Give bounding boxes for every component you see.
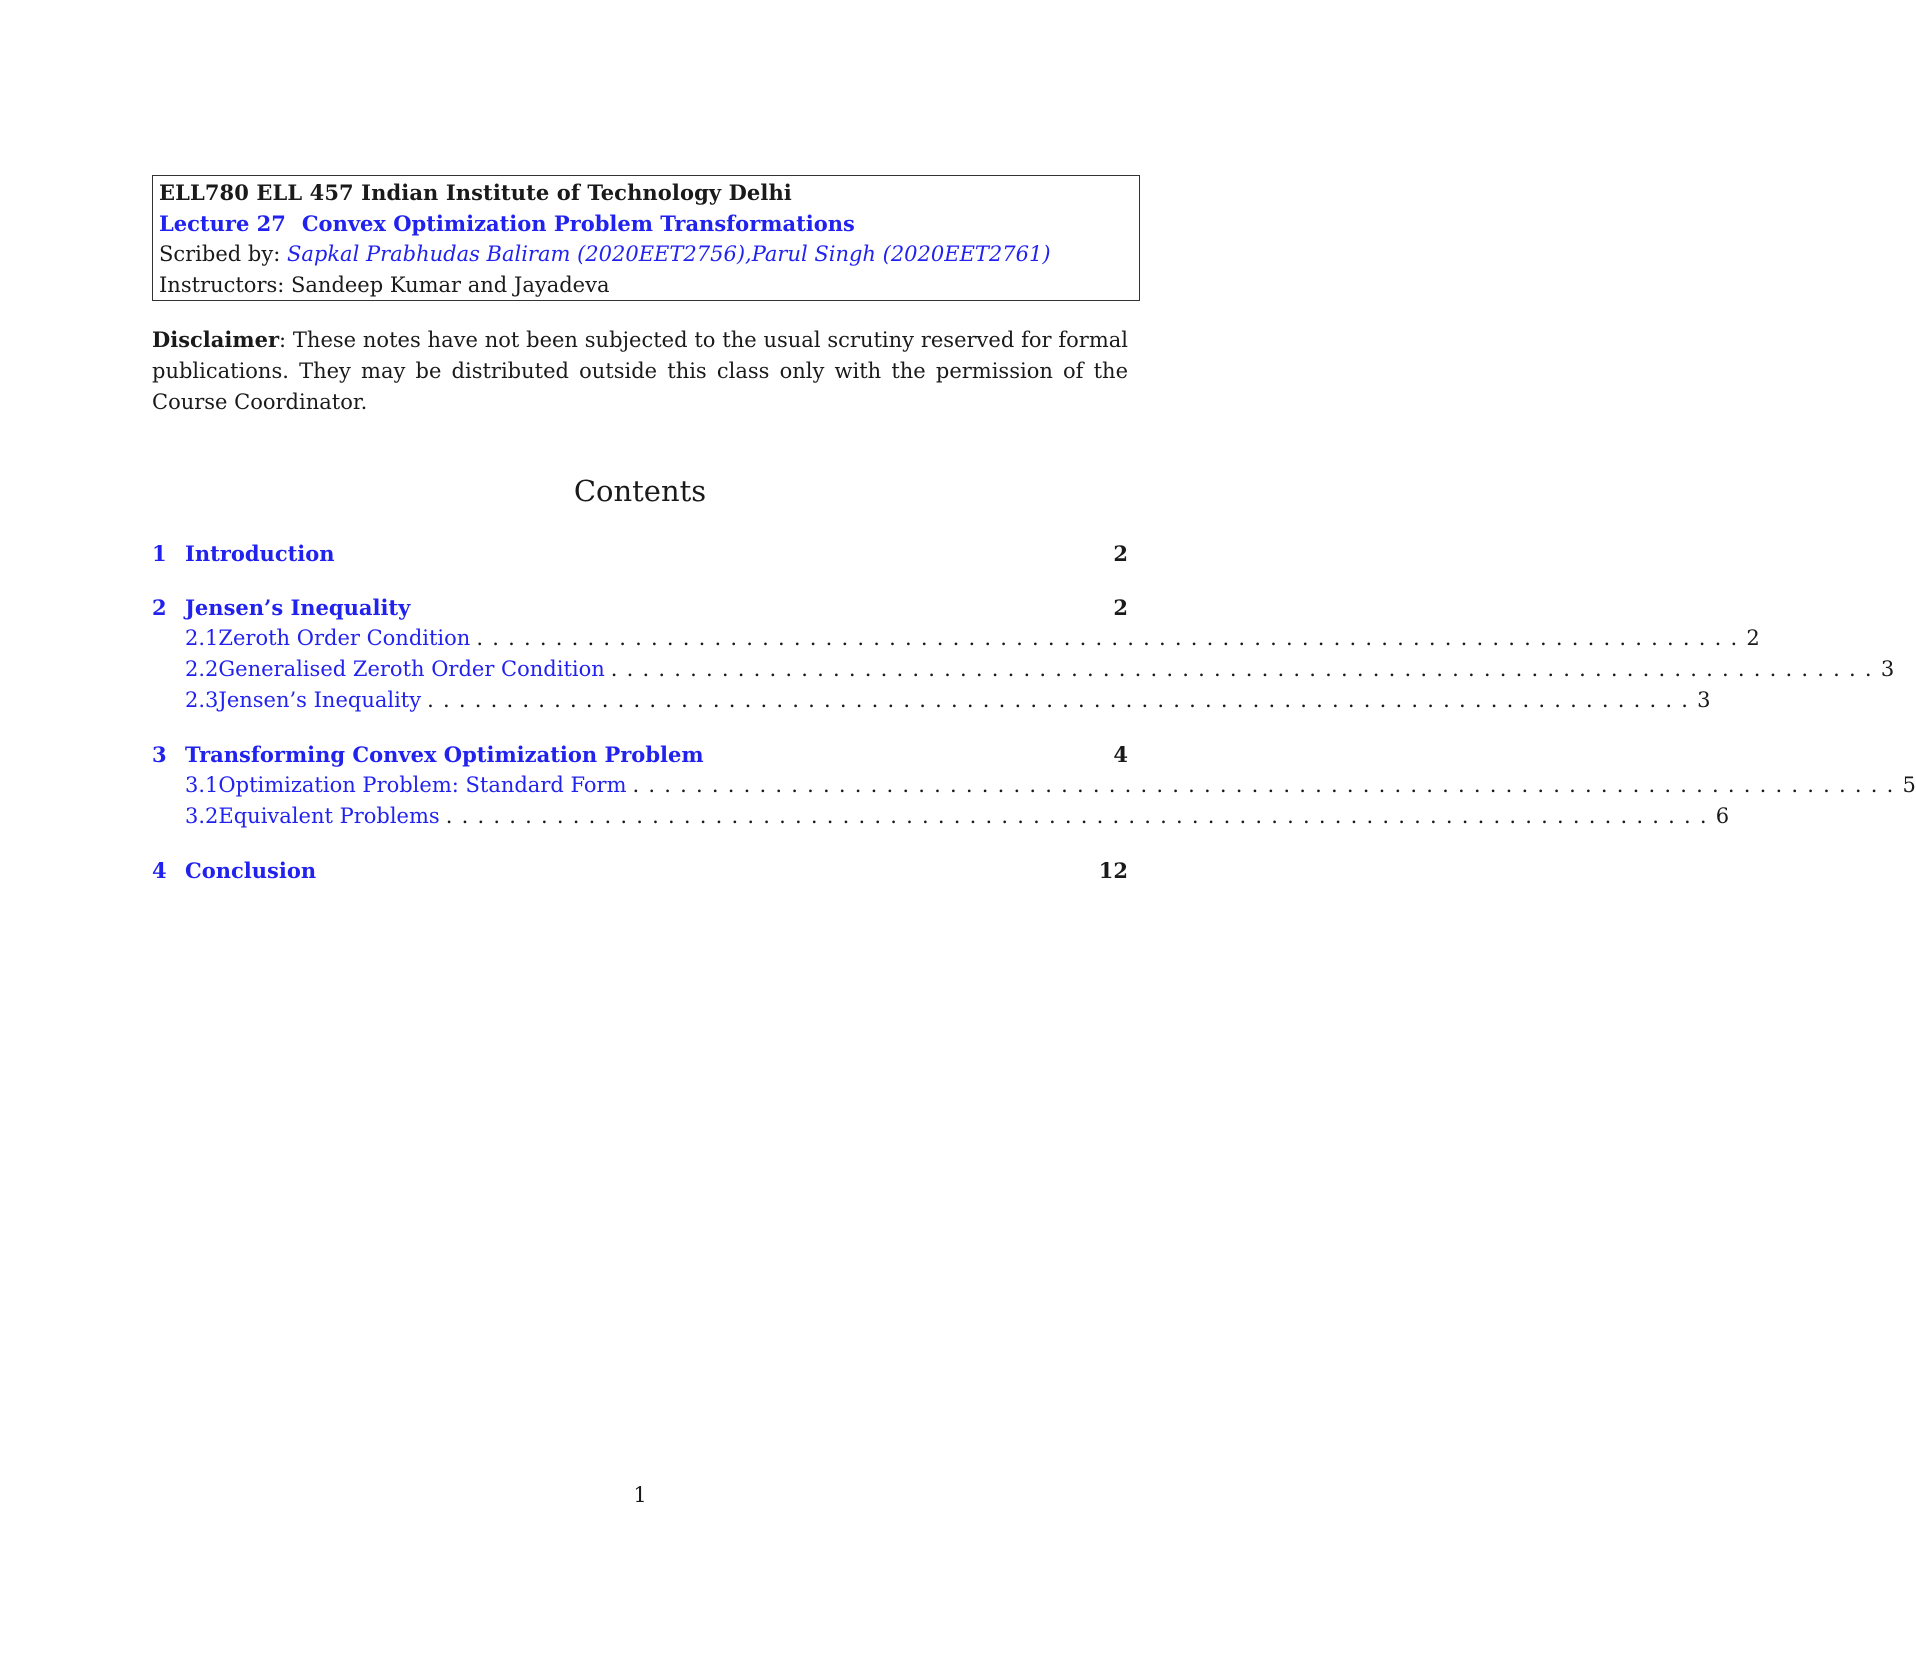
toc-leader-dots: ................................................................................: [427, 688, 1698, 712]
course-line: ELL780 ELL 457 Indian Institute of Technology Delhi: [159, 180, 792, 205]
toc-section-number[interactable]: 3: [152, 742, 167, 767]
toc-subsection-page: 2: [1746, 626, 1760, 650]
toc-subsection-3-2[interactable]: [152, 801, 1730, 832]
toc-section-page: 2: [1113, 541, 1128, 566]
toc-section-number[interactable]: 4: [152, 858, 167, 883]
toc-subsection-link[interactable]: Equivalent Problems: [218, 804, 440, 828]
toc-subsection-3-1[interactable]: [152, 770, 1916, 801]
toc-section-3[interactable]: [152, 739, 1128, 770]
scribes-names: Sapkal Prabhudas Baliram (2020EET2756),Parul Singh (2020EET2761): [286, 242, 1051, 266]
toc-spacer: [152, 832, 1128, 855]
toc-subsection-page: 3: [1697, 688, 1711, 712]
toc-spacer: [152, 569, 1128, 592]
contents-title: Contents: [573, 474, 707, 508]
toc-subsection-2-1[interactable]: [152, 623, 1760, 654]
toc-subsection-number[interactable]: 2.1: [185, 626, 219, 650]
toc-leader-dots: ................................................................................: [476, 626, 1747, 650]
toc-section-page: 4: [1113, 742, 1128, 767]
scribes-line: [159, 239, 1139, 270]
lecture-number: Lecture 27: [159, 211, 286, 236]
page-number: 1: [633, 1483, 647, 1507]
toc-leader-dots: ................................................................................: [632, 773, 1903, 797]
instructors-line: Instructors: Sandeep Kumar and Jayadeva: [159, 273, 610, 297]
toc-subsection-2-3[interactable]: [152, 685, 1711, 716]
toc-spacer: [152, 716, 1128, 739]
toc-subsection-page: 6: [1715, 804, 1730, 828]
disclaimer-label: Disclaimer: [152, 327, 280, 352]
toc-subsection-page: 3: [1880, 657, 1895, 681]
toc-section-4[interactable]: [152, 855, 1128, 886]
toc-subsection-number[interactable]: 3.1: [185, 773, 219, 797]
table-of-contents: [152, 538, 1916, 886]
toc-section-1[interactable]: [152, 538, 1128, 569]
toc-subsection-page: 5: [1902, 773, 1916, 797]
toc-subsection-link[interactable]: Zeroth Order Condition: [218, 626, 471, 650]
toc-section-link[interactable]: Jensen’s Inequality: [185, 595, 411, 620]
toc-subsection-number[interactable]: 3.2: [185, 804, 219, 828]
toc-subsection-link[interactable]: Jensen’s Inequality: [218, 688, 422, 712]
toc-section-link[interactable]: Introduction: [185, 541, 335, 566]
toc-section-page: 12: [1098, 858, 1128, 883]
disclaimer-paragraph: [152, 324, 1128, 418]
toc-section-page: 2: [1113, 595, 1128, 620]
toc-section-number[interactable]: 2: [152, 595, 167, 620]
toc-subsection-number[interactable]: 2.2: [185, 657, 219, 681]
toc-subsection-link[interactable]: Optimization Problem: Standard Form: [218, 773, 627, 797]
lecture-line: [159, 208, 1139, 239]
disclaimer-text: : These notes have not been subjected to the usual scrutiny reserved for formal publications. They may be distributed outside this class only with the permission of the Course Coordinator.: [152, 328, 1128, 414]
toc-section-2[interactable]: [152, 592, 1128, 623]
toc-leader-dots: ................................................................................: [610, 657, 1881, 681]
toc-leader-dots: ................................................................................: [445, 804, 1716, 828]
toc-subsection-link[interactable]: Generalised Zeroth Order Condition: [218, 657, 605, 681]
toc-section-link[interactable]: Conclusion: [185, 858, 317, 883]
toc-section-number[interactable]: 1: [152, 541, 167, 566]
lecture-title: Convex Optimization Problem Transformations: [301, 211, 855, 236]
scribed-label: Scribed by:: [159, 242, 281, 266]
toc-subsection-number[interactable]: 2.3: [185, 688, 219, 712]
toc-section-link[interactable]: Transforming Convex Optimization Problem: [185, 742, 704, 767]
toc-subsection-2-2[interactable]: [152, 654, 1895, 685]
lecture-header-box: [152, 175, 1140, 301]
